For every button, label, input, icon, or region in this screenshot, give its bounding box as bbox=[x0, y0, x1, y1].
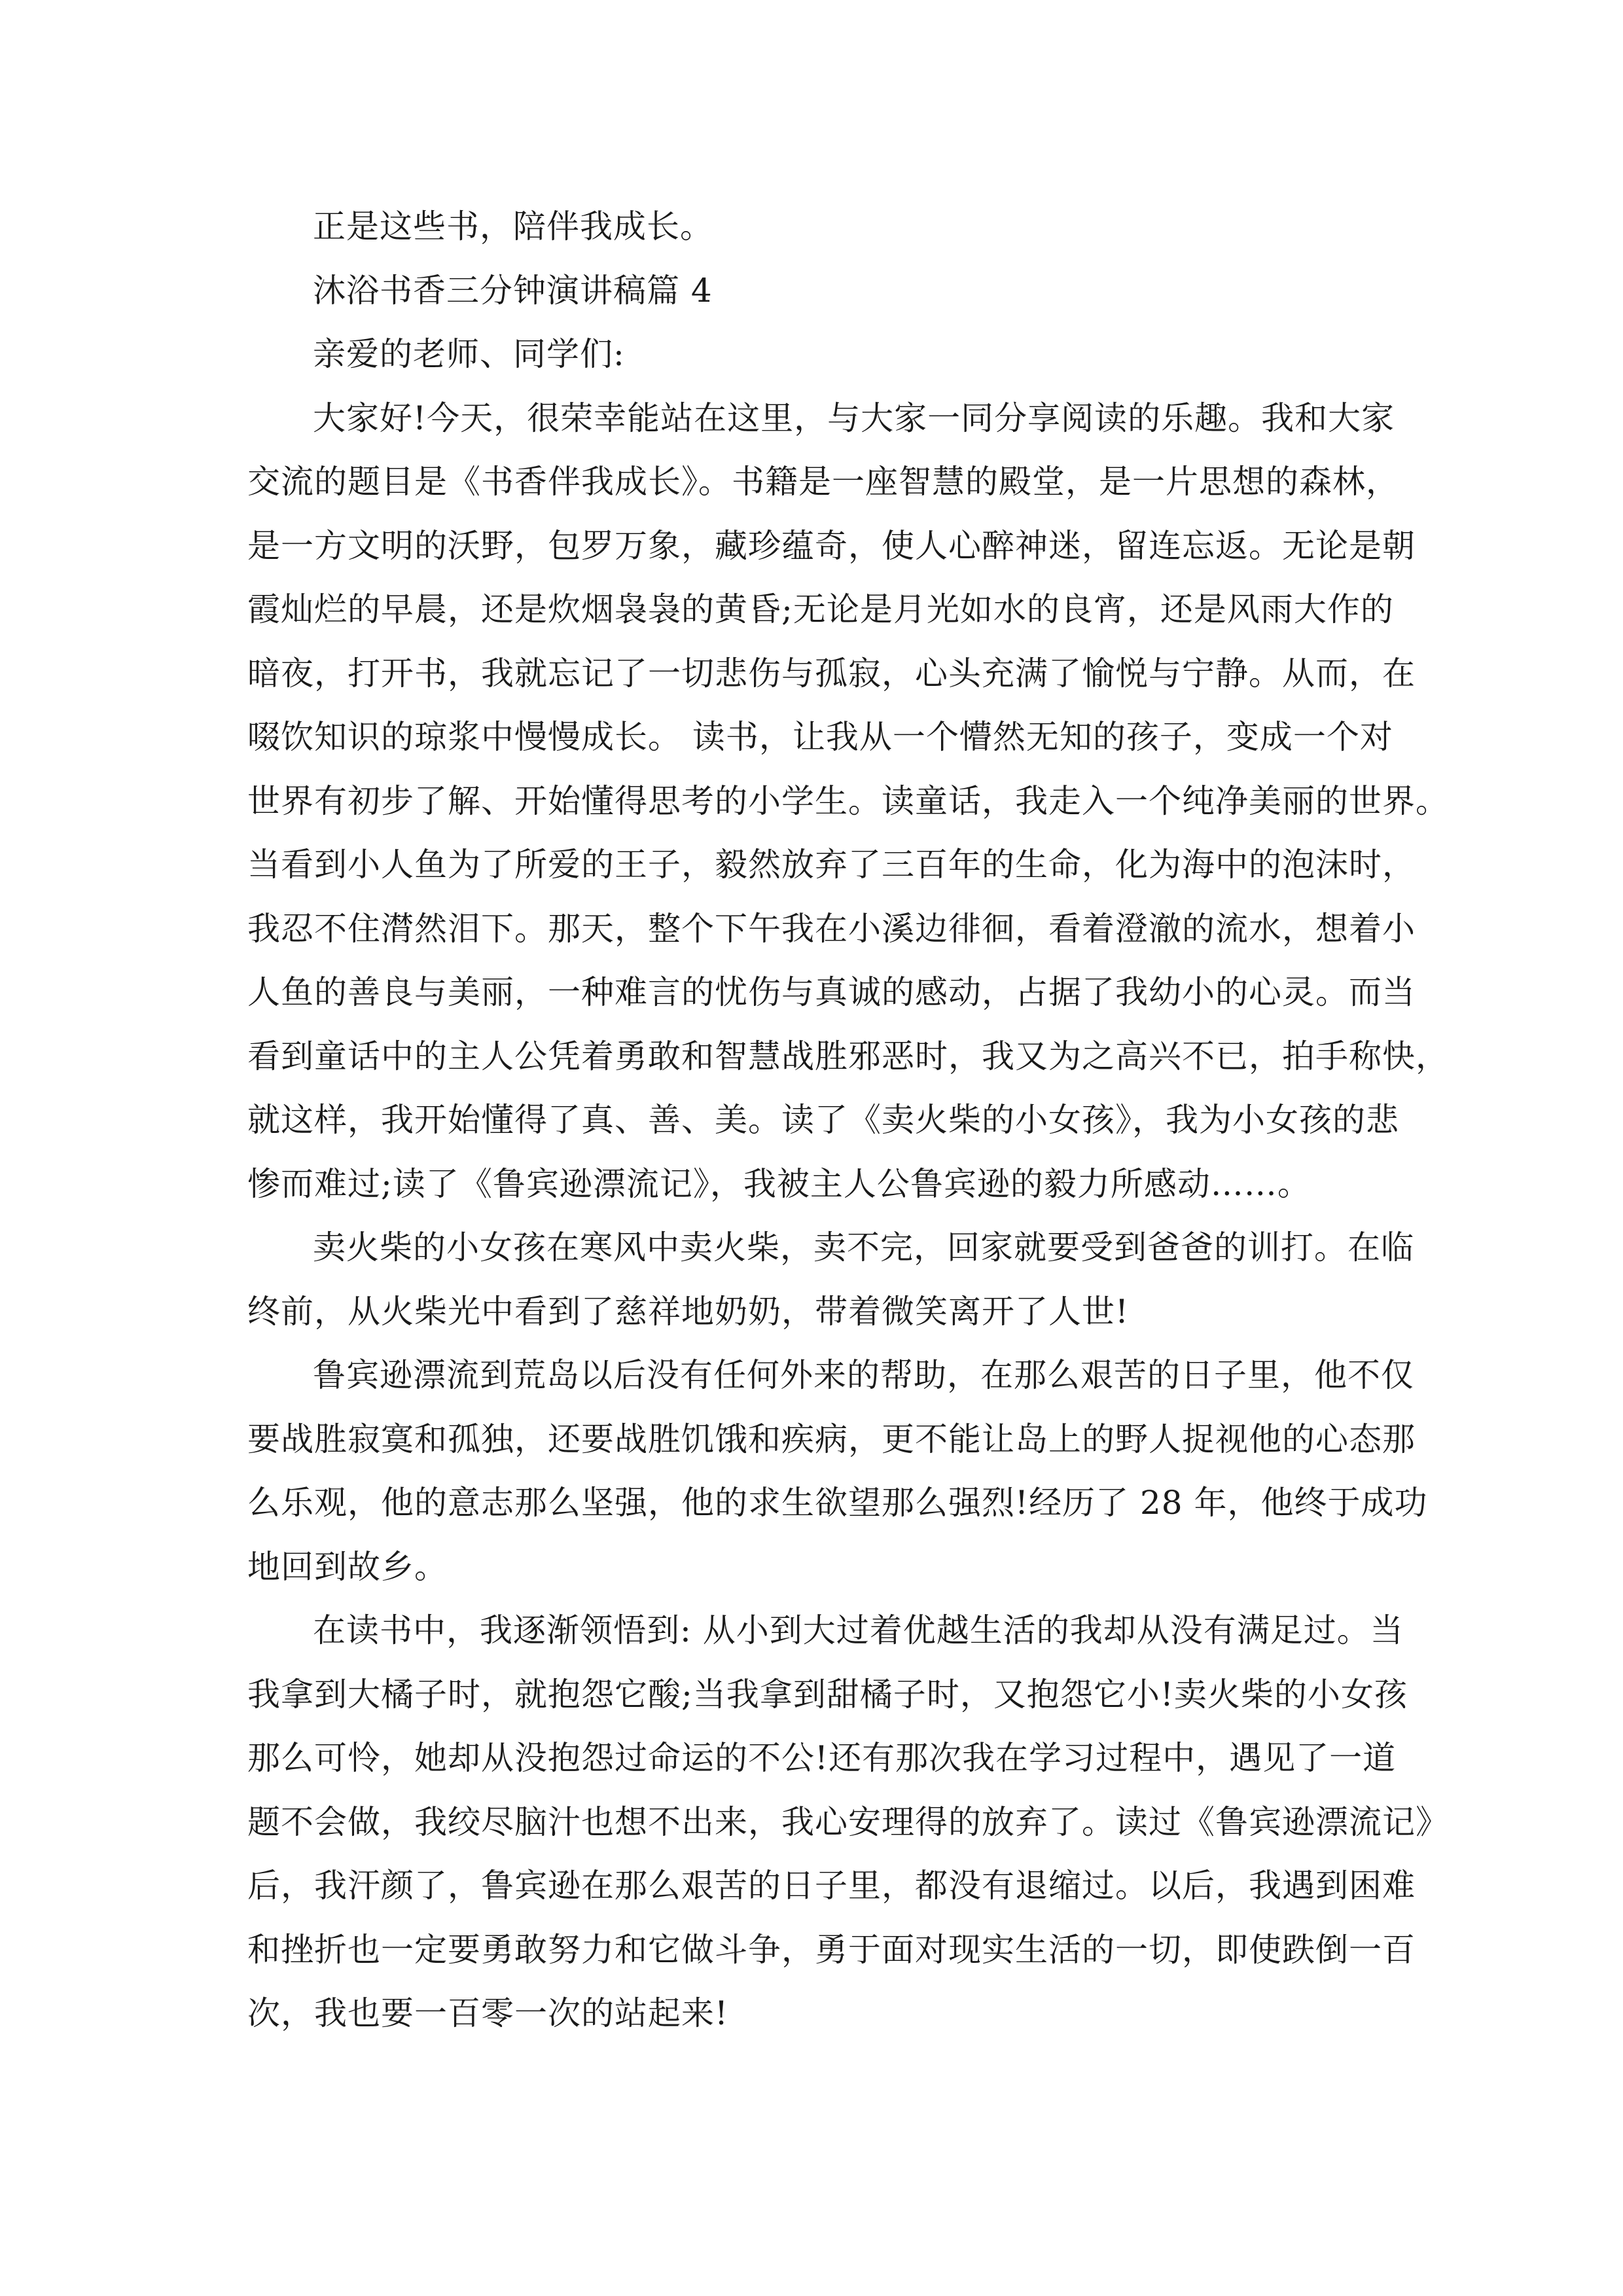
text-line: 在读书中，我逐渐领悟到: 从小到大过着优越生活的我却从没有满足过。当 bbox=[313, 1611, 1404, 1649]
text-line: 大家好!今天，很荣幸能站在这里，与大家一同分享阅读的乐趣。我和大家 bbox=[313, 399, 1395, 437]
text-line: 和挫折也一定要勇敢努力和它做斗争，勇于面对现实生活的一切，即使跌倒一百 bbox=[247, 1930, 1416, 1969]
text-line: 次，我也要一百零一次的站起来! bbox=[247, 1994, 729, 2032]
text-line: 霞灿烂的早晨，还是炊烟袅袅的黄昏;无论是月光如水的良宵，还是风雨大作的 bbox=[247, 590, 1394, 628]
text-line: 后，我汗颜了，鲁宾逊在那么艰苦的日子里，都没有退缩过。以后，我遇到困难 bbox=[247, 1867, 1416, 1905]
text-line: 卖火柴的小女孩在寒风中卖火柴，卖不完，回家就要受到爸爸的训打。在临 bbox=[313, 1229, 1414, 1266]
text-line: 那么可怜，她却从没抱怨过命运的不公!还有那次我在学习过程中，遇见了一道 bbox=[247, 1739, 1397, 1777]
text-line: 是一方文明的沃野，包罗万象，藏珍蕴奇，使人心醉神迷，留连忘返。无论是朝 bbox=[247, 526, 1416, 565]
text-line: 我拿到大橘子时，就抱怨它酸;当我拿到甜橘子时，又抱怨它小!卖火柴的小女孩 bbox=[247, 1675, 1408, 1713]
text-line: 交流的题目是《书香伴我成长》。书籍是一座智慧的殿堂，是一片思想的森林， bbox=[247, 463, 1399, 501]
text-line: 看到童话中的主人公凭着勇敢和智慧战胜邪恶时，我又为之高兴不已，拍手称快， bbox=[247, 1037, 1449, 1075]
text-line: 啜饮知识的琼浆中慢慢成长。 读书，让我从一个懵然无知的孩子，变成一个对 bbox=[247, 718, 1393, 756]
text-line: 暗夜，打开书，我就忘记了一切悲伤与孤寂，心头充满了愉悦与宁静。从而，在 bbox=[247, 654, 1416, 692]
text-line: 么乐观，他的意志那么坚强，他的求生欲望那么强烈!经历了 28 年，他终于成功 bbox=[247, 1484, 1428, 1522]
text-line: 题不会做，我绞尽脑汁也想不出来，我心安理得的放弃了。读过《鲁宾逊漂流记》 bbox=[247, 1803, 1449, 1841]
text-line: 正是这些书，陪伴我成长。 bbox=[313, 207, 713, 245]
text-line: 鲁宾逊漂流到荒岛以后没有任何外来的帮助，在那么艰苦的日子里，他不仅 bbox=[313, 1356, 1414, 1394]
text-line: 沐浴书香三分钟演讲稿篇 4 bbox=[313, 271, 713, 310]
text-line: 世界有初步了解、开始懂得思考的小学生。读童话，我走入一个纯净美丽的世界。 bbox=[247, 781, 1449, 820]
text-line: 地回到故乡。 bbox=[247, 1547, 448, 1586]
text-line: 人鱼的善良与美丽，一种难言的忧伤与真诚的感动，占据了我幼小的心灵。而当 bbox=[247, 973, 1416, 1011]
text-line: 亲爱的老师、同学们: bbox=[313, 335, 625, 373]
document-body bbox=[247, 195, 1449, 2046]
text-line: 我忍不住潸然泪下。那天，整个下午我在小溪边徘徊，看着澄澈的流水，想着小 bbox=[247, 909, 1416, 948]
text-line: 就这样，我开始懂得了真、善、美。读了《卖火柴的小女孩》，我为小女孩的悲 bbox=[247, 1101, 1399, 1139]
text-line: 终前，从火柴光中看到了慈祥地奶奶，带着微笑离开了人世! bbox=[247, 1292, 1130, 1331]
text-line: 惨而难过;读了《鲁宾逊漂流记》，我被主人公鲁宾逊的毅力所感动……。 bbox=[247, 1164, 1311, 1203]
text-line: 当看到小人鱼为了所爱的王子，毅然放弃了三百年的生命，化为海中的泡沫时， bbox=[247, 846, 1416, 884]
text-line: 要战胜寂寞和孤独，还要战胜饥饿和疾病，更不能让岛上的野人捉视他的心态那 bbox=[247, 1420, 1416, 1458]
